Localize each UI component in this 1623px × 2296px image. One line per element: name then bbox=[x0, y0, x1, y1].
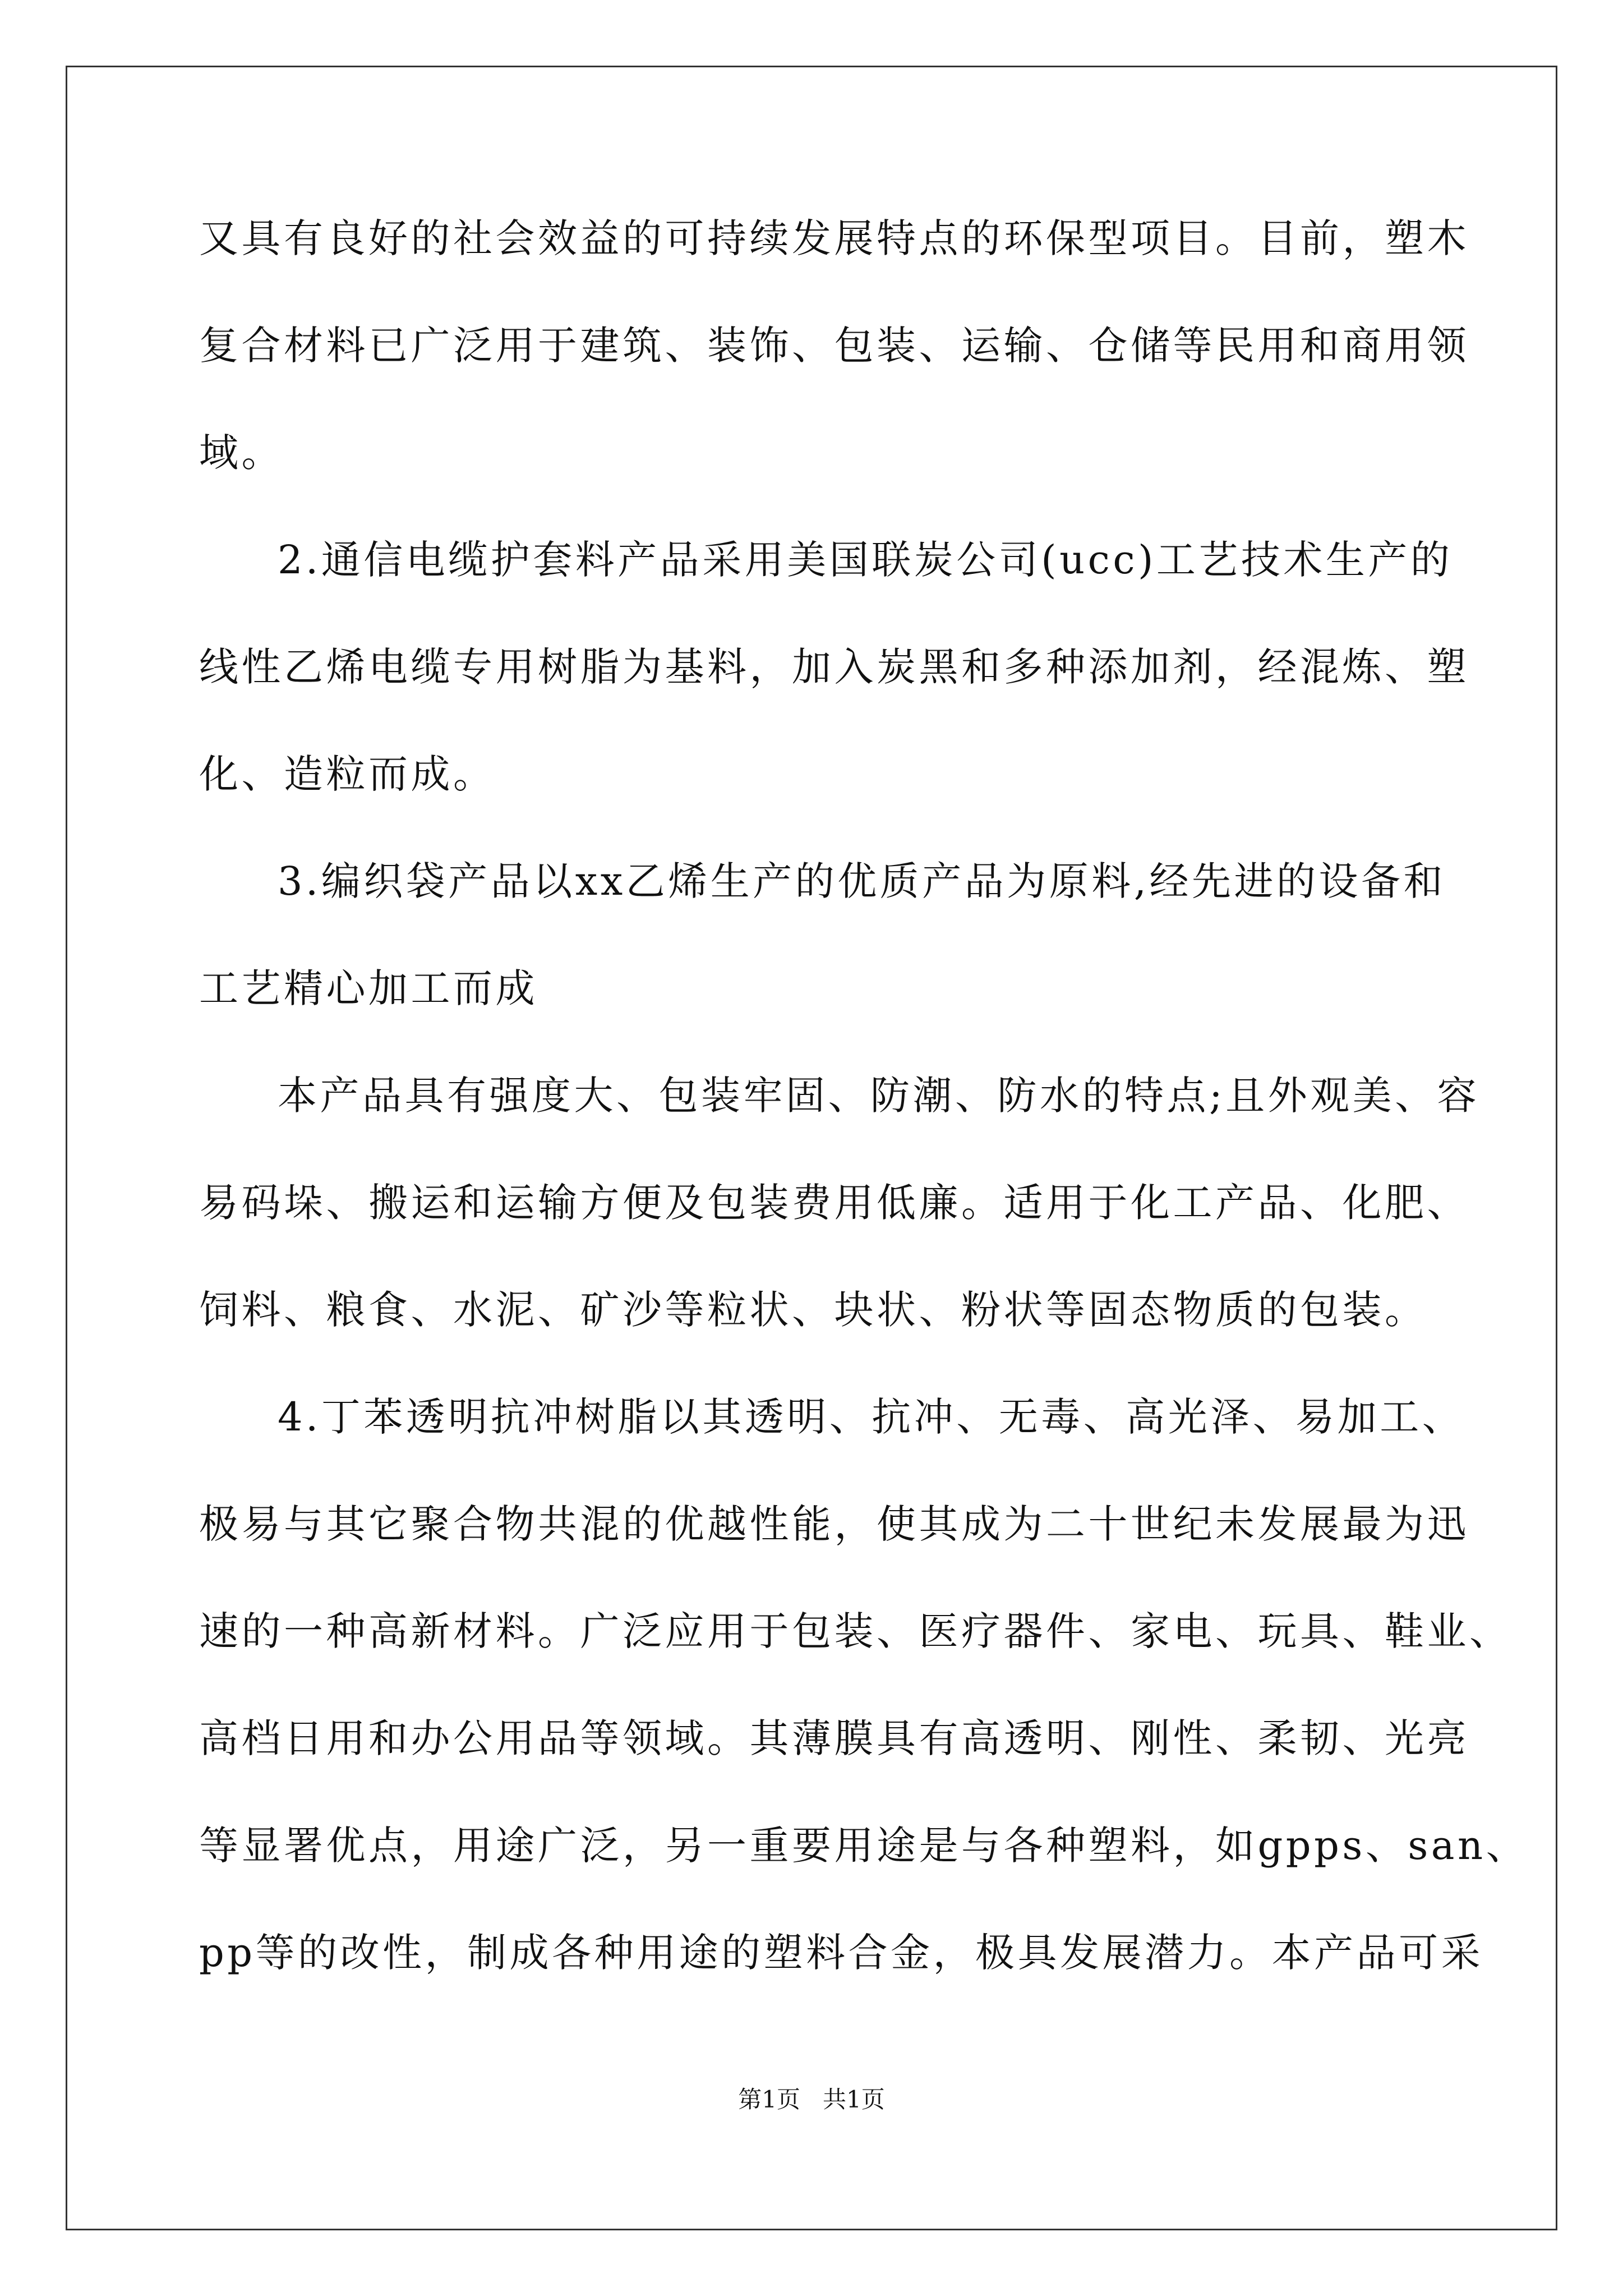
text-line-9: 本产品具有强度大、包装牢固、防潮、防水的特点;且外观美、容 bbox=[278, 1073, 1480, 1119]
text-line-15: 高档日用和办公用品等领域。其薄膜具有高透明、刚性、柔韧、光亮 bbox=[199, 1715, 1469, 1761]
text-line-8: 工艺精心加工而成 bbox=[199, 965, 538, 1011]
text-line-14: 速的一种高新材料。广泛应用于包装、医疗器件、家电、玩具、鞋业、 bbox=[199, 1608, 1512, 1654]
text-line-7: 3.编织袋产品以xx乙烯生产的优质产品为原料,经先进的设备和 bbox=[278, 858, 1446, 904]
text-line-5: 线性乙烯电缆专用树脂为基料，加入炭黑和多种添加剂，经混炼、塑 bbox=[199, 644, 1469, 690]
text-line-3: 域。 bbox=[199, 430, 284, 476]
page-number-footer: 第1页 共1页 bbox=[738, 2086, 885, 2113]
text-line-16: 等显署优点，用途广泛，另一重要用途是与各种塑料，如gpps、san、 bbox=[199, 1823, 1529, 1869]
text-line-1: 又具有良好的社会效益的可持续发展特点的环保型项目。目前，塑木 bbox=[199, 215, 1469, 261]
text-line-13: 极易与其它聚合物共混的优越性能，使其成为二十世纪未发展最为迅 bbox=[199, 1501, 1469, 1547]
text-line-10: 易码垛、搬运和运输方便及包装费用低廉。适用于化工产品、化肥、 bbox=[199, 1180, 1469, 1226]
document-body bbox=[199, 214, 1529, 2036]
text-line-2: 复合材料已广泛用于建筑、装饰、包装、运输、仓储等民用和商用领 bbox=[199, 323, 1469, 369]
text-line-6: 化、造粒而成。 bbox=[199, 751, 496, 797]
text-line-4: 2.通信电缆护套料产品采用美国联炭公司(ucc)工艺技术生产的 bbox=[278, 537, 1453, 583]
text-line-11: 饲料、粮食、水泥、矿沙等粒状、块状、粉状等固态物质的包装。 bbox=[199, 1287, 1427, 1333]
text-line-12: 4.丁苯透明抗冲树脂以其透明、抗冲、无毒、高光泽、易加工、 bbox=[278, 1394, 1465, 1440]
text-line-17: pp等的改性，制成各种用途的塑料合金，极具发展潜力。本产品可采 bbox=[199, 1930, 1484, 1976]
